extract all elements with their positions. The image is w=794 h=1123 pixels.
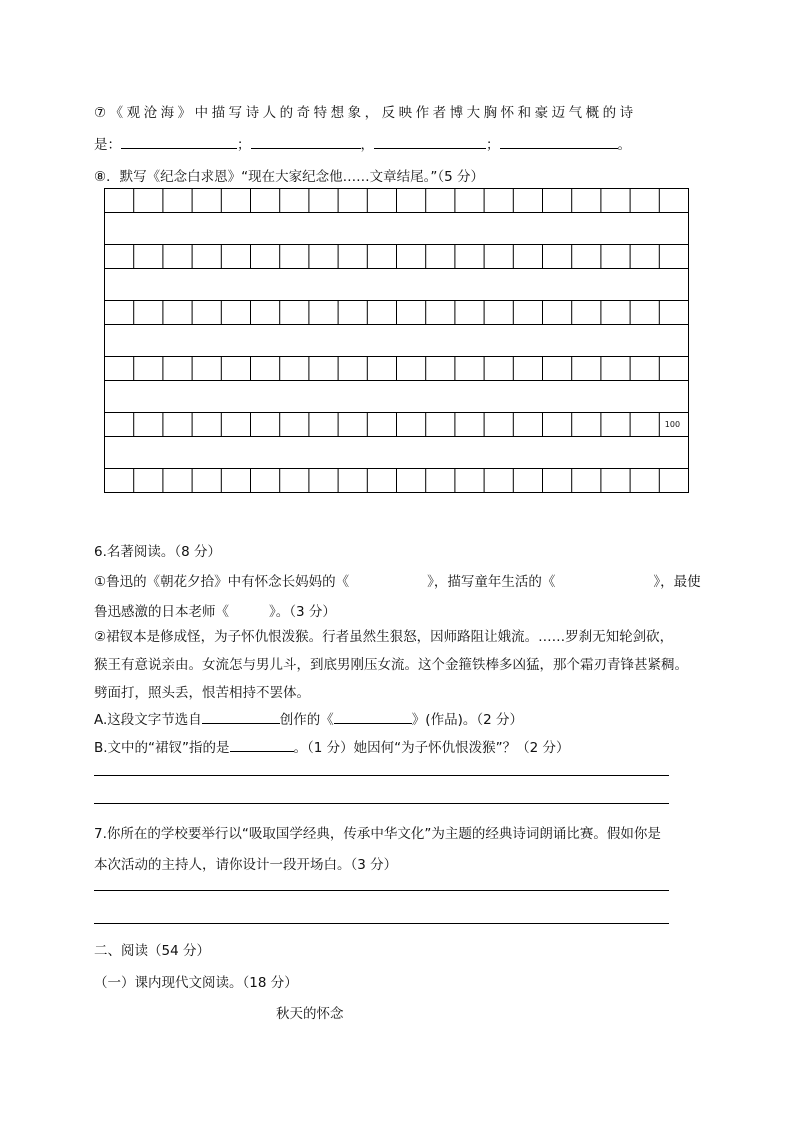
grid-marker-100: 100 — [664, 420, 681, 429]
q7-prefix: 是： — [94, 137, 121, 153]
s6-q1-text-e: 》。（3 分） — [269, 604, 336, 620]
q7-sep-1: ； — [237, 137, 251, 153]
s7-answer-line-2[interactable] — [94, 923, 669, 924]
s6-q2-line2: 猴王有意说亲由。女流怎与男儿斗，到底男刚压女流。这个金箍铁棒多凶猛，那个霜刃青锋甚紧稠。 — [94, 657, 688, 673]
s6-qA-text-1: A.这段文字节选自 — [94, 712, 202, 728]
s6-q1-line2 — [94, 600, 336, 620]
passage-title: 秋天的怀念 — [276, 1006, 344, 1022]
s6-heading: 6.名著阅读。（8 分） — [94, 544, 222, 560]
s6-qA-text-3: 》(作品)。（2 分） — [411, 712, 523, 728]
s7-line2: 本次活动的主持人，请你设计一段开场白。（3 分） — [94, 857, 398, 873]
s6-qA — [94, 708, 523, 728]
s6-answer-line-2[interactable] — [94, 803, 669, 804]
q7-sep-2: ， — [360, 137, 374, 153]
s6-q1-text-d: 鲁迅感激的日本老师《 — [94, 604, 229, 620]
s6-qB-blank[interactable] — [230, 737, 294, 752]
s7-answer-line-1[interactable] — [94, 890, 669, 891]
q7-line1: ⑦《观沧海》中描写诗人的奇特想象，反映作者博大胸怀和豪迈气概的诗 — [94, 105, 637, 121]
s6-q1-line1 — [94, 570, 701, 590]
q7-answer-line — [94, 133, 631, 153]
s6-q1-text-b: 》，描写童年生活的《 — [427, 574, 556, 590]
q7-sep-3: ； — [486, 137, 500, 153]
s6-q2-line1: ②裙钗本是修成怪，为子怀仇恨泼猴。行者虽然生狠怒，因师路阻让娥流。……罗刹无知轮剑砍， — [94, 629, 674, 645]
q7-blank-2[interactable] — [251, 134, 361, 149]
part2-subheading: （一）课内现代文阅读。（18 分） — [94, 975, 298, 991]
s6-q2-line3: 劈面打，照头丢，恨苦相持不罢体。 — [94, 685, 310, 701]
s6-qA-blank-author[interactable] — [202, 709, 280, 724]
s6-qB — [94, 736, 570, 756]
q8-title: ⑧．默写《纪念白求恩》“现在大家纪念他……文章结尾。”（5 分） — [94, 169, 484, 185]
q7-end: 。 — [617, 137, 631, 153]
grid-border — [105, 189, 689, 493]
s7-line1: 7.你所在的学校要举行以“吸取国学经典，传承中华文化”为主题的经典诗词朗诵比赛。假如你是 — [94, 826, 661, 842]
q7-blank-4[interactable] — [500, 134, 618, 149]
grid-cells — [105, 189, 689, 493]
s6-q1-text-a: ①鲁迅的《朝花夕拾》中有怀念长妈妈的《 — [94, 574, 350, 590]
s6-qA-text-2: 创作的《 — [279, 712, 334, 728]
s6-answer-line-1[interactable] — [94, 775, 669, 776]
q7-blank-3[interactable] — [374, 134, 486, 149]
s6-qB-text-2: 。（1 分）她因何“为子怀仇恨泼猴”？（2 分） — [293, 740, 570, 756]
s6-q1-text-c: 》，最使 — [653, 574, 701, 590]
writing-grid[interactable] — [104, 188, 692, 500]
part2-heading: 二、阅读（54 分） — [94, 943, 210, 959]
s6-qB-text-1: B.文中的“裙钗”指的是 — [94, 740, 230, 756]
s6-qA-blank-work[interactable] — [334, 709, 412, 724]
q7-blank-1[interactable] — [121, 134, 237, 149]
